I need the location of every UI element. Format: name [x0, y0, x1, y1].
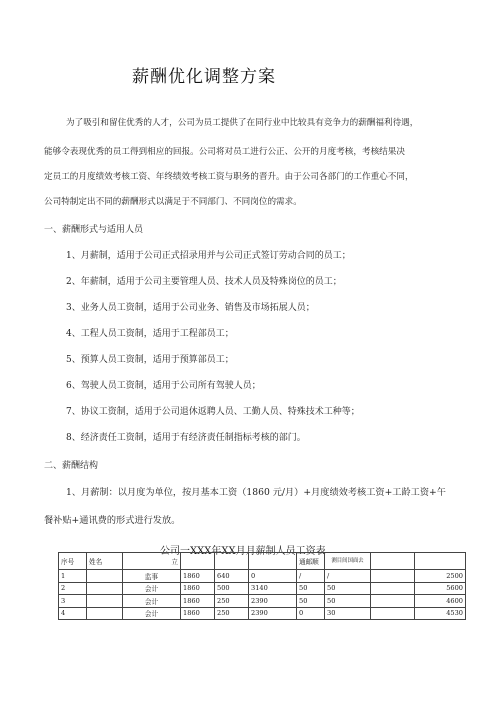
table-row — [59, 607, 466, 620]
header-cell: 测目间国面去 — [325, 553, 371, 570]
table-cell: 250 — [215, 595, 249, 608]
section2-para-line-1: 1、月薪制：以月度为单位，按月基本工资（1860 元/月）+月度绩效考核工资+工龄工资+午 — [66, 487, 446, 498]
header-cell: 姓名 — [87, 553, 123, 570]
table-cell — [87, 607, 123, 620]
table-row — [59, 595, 466, 608]
table-cell: 50 — [297, 595, 325, 608]
table-row — [59, 582, 466, 595]
header-cell — [215, 553, 249, 570]
section1-item: 7、协议工资制，适用于公司退休返聘人员、工勤人员、特殊技术工种等； — [66, 407, 360, 417]
table-cell — [371, 607, 415, 620]
header-cell: 立 — [123, 553, 181, 570]
section1-item: 2、年薪制，适用于公司主要管理人员、技术人员及特殊岗位的员工； — [66, 277, 342, 287]
section1-item: 4、工程人员工资制，适用于工程部员工； — [66, 329, 234, 339]
document-title: 薪酬优化调整方案 — [132, 67, 276, 87]
intro-line-4: 公司特制定出不同的薪酬形式以满足于不同部门、不同岗位的需求。 — [44, 197, 302, 207]
header-cell: 通邮顺 — [297, 553, 325, 570]
section1-item: 1、月薪制，适用于公司正式招录用并与公司正式签订劳动合同的员工； — [66, 251, 351, 261]
table-cell: 4 — [59, 607, 87, 620]
table-cell — [87, 582, 123, 595]
section2-para-line-2: 餐补贴+通讯费的形式进行发放。 — [44, 515, 181, 526]
table-row — [59, 570, 466, 583]
table-cell — [87, 595, 123, 608]
table-cell: 3 — [59, 595, 87, 608]
table-cell — [371, 595, 415, 608]
table-cell: 1860 — [181, 582, 215, 595]
table-cell: 1860 — [181, 570, 215, 583]
header-cell — [371, 553, 415, 570]
intro-line-3: 定员工的月度绩效考核工资、年终绩效考核工资与职务的晋升。由于公司各部门的工作重心不同， — [44, 172, 414, 182]
section1-item: 3、业务人员工资制，适用于公司业务、销售及市场拓展人员； — [66, 303, 315, 313]
table-cell: 1 — [59, 570, 87, 583]
table-cell: 会计 — [123, 582, 181, 595]
salary-table — [58, 552, 466, 620]
section1-item: 8、经济责任工资制，适用于有经济责任制指标考核的部门。 — [66, 433, 306, 443]
header-cell — [181, 553, 215, 570]
table-cell: 50 — [297, 582, 325, 595]
table-cell — [371, 570, 415, 583]
table-cell: 250 — [215, 607, 249, 620]
table-cell: / — [297, 570, 325, 583]
header-cell: 序号 — [59, 553, 87, 570]
intro-line-1: 为了吸引和留住优秀的人才，公司为员工提供了在同行业中比较具有竞争力的薪酬福利待遇， — [66, 118, 419, 128]
table-cell: 2390 — [249, 607, 297, 620]
table-cell: 3140 — [249, 582, 297, 595]
section1-item: 6、驾驶人员工资制，适用于公司所有驾驶人员； — [66, 381, 261, 391]
table-cell: 2500 — [415, 570, 466, 583]
header-cell — [415, 553, 466, 570]
table-cell: / — [325, 570, 371, 583]
table-cell: 1860 — [181, 595, 215, 608]
table-cell: 1860 — [181, 607, 215, 620]
table-cell: 监事 — [123, 570, 181, 583]
table-cell — [87, 570, 123, 583]
table-title: 公司一XXX年XX月月薪制人员工资表 — [160, 546, 326, 557]
table-cell: 4600 — [415, 595, 466, 608]
table-cell: 2390 — [249, 595, 297, 608]
section2-heading: 二、薪酬结构 — [44, 461, 99, 471]
table-cell: 会计 — [123, 595, 181, 608]
table-cell: 会计 — [123, 607, 181, 620]
intro-line-2: 能够令表现优秀的员工得到相应的回报。公司将对员工进行公正、公开的月度考核，考核结果决 — [44, 147, 405, 157]
table-cell: 500 — [215, 582, 249, 595]
table-cell — [371, 582, 415, 595]
table-cell: 2 — [59, 582, 87, 595]
table-cell: 30 — [325, 607, 371, 620]
table-cell: 640 — [215, 570, 249, 583]
header-cell — [249, 553, 297, 570]
table-cell: 50 — [325, 582, 371, 595]
section1-item: 5、预算人员工资制，适用于预算部员工； — [66, 355, 234, 365]
table-cell: 4530 — [415, 607, 466, 620]
table-cell: 0 — [249, 570, 297, 583]
table-cell: 0 — [297, 607, 325, 620]
table-header-row — [59, 553, 466, 570]
table-cell: 5600 — [415, 582, 466, 595]
table-cell: 50 — [325, 595, 371, 608]
section1-heading: 一、薪酬形式与适用人员 — [44, 225, 144, 235]
